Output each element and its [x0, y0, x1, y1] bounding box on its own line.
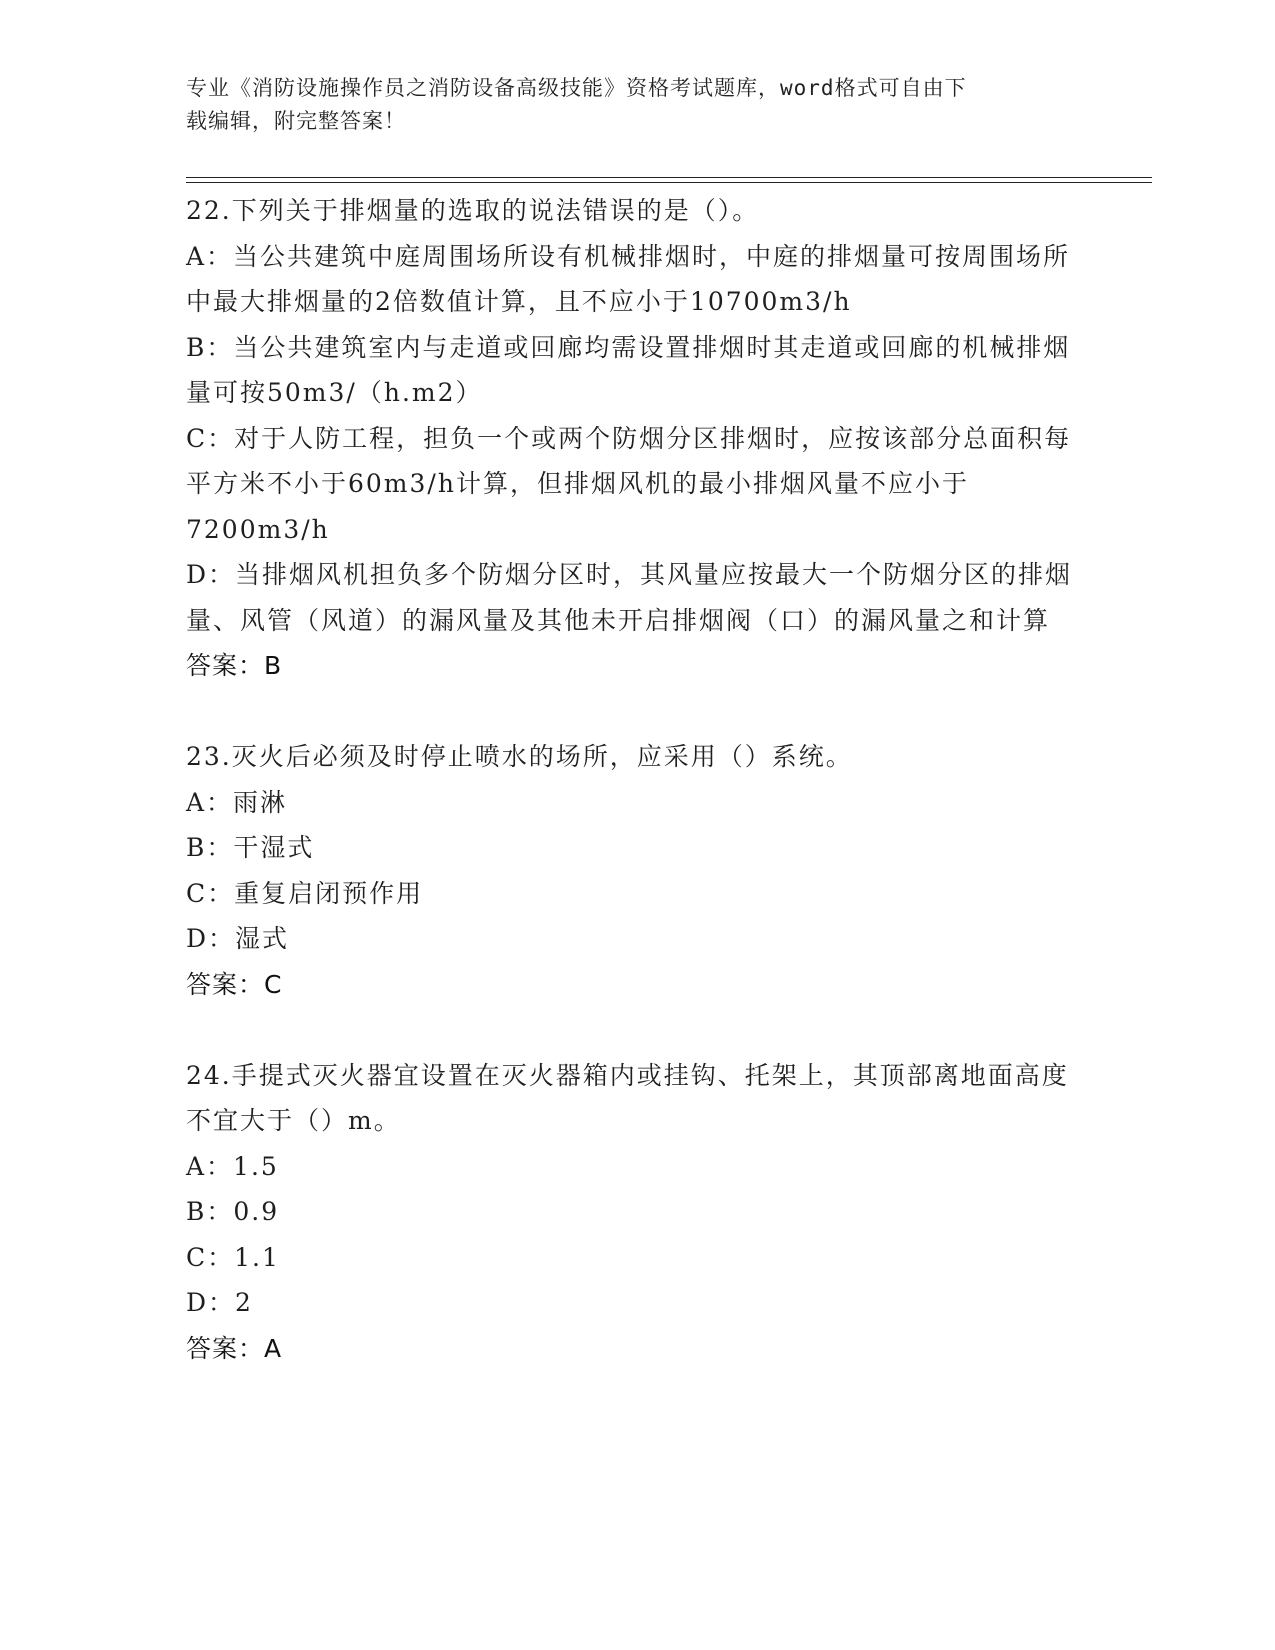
header-line-2: 载编辑，附完整答案！ — [186, 109, 406, 133]
option-d: D：当排烟风机担负多个防烟分区时，其风量应按最大一个防烟分区的排烟量、风管（风道）的漏风量及其他未开启排烟阀（口）的漏风量之和计算 — [186, 560, 1073, 635]
header-line-1: 专业《消防设施操作员之消防设备高级技能》资格考试题库，word格式可自由下 — [186, 76, 967, 100]
option-a: A：当公共建筑中庭周围场所设有机械排烟时，中庭的排烟量可按周围场所中最大排烟量的2倍数值计算，且不应小于10700m3/h — [186, 241, 1071, 316]
question-title: 24.手提式灭火器宜设置在灭火器箱内或挂钩、托架上，其顶部离地面高度不宜大于（）m。 — [186, 1060, 1069, 1135]
option-c: C：1.1 — [186, 1242, 280, 1272]
option-a: A：1.5 — [186, 1151, 279, 1181]
question-22 — [186, 188, 1086, 689]
option-b: B：当公共建筑室内与走道或回廊均需设置排烟时其走道或回廊的机械排烟量可按50m3/（h.m2） — [186, 332, 1071, 407]
option-b: B：0.9 — [186, 1197, 280, 1226]
option-a: A：雨淋 — [186, 787, 288, 817]
option-d: D：2 — [186, 1288, 253, 1317]
option-c: C：重复启闭预作用 — [186, 878, 424, 908]
option-b: B：干湿式 — [186, 833, 315, 862]
question-title: 23.灭火后必须及时停止喷水的场所，应采用（）系统。 — [186, 742, 853, 771]
question-list — [186, 188, 1086, 1371]
header-divider-top — [186, 177, 1152, 178]
question-23 — [186, 734, 1086, 1007]
answer-label: 答案：B — [186, 651, 283, 680]
question-24 — [186, 1053, 1086, 1372]
option-d: D：湿式 — [186, 924, 290, 953]
answer-label: 答案：C — [186, 969, 283, 999]
option-c: C：对于人防工程，担负一个或两个防烟分区排烟时，应按该部分总面积每平方米不小于60m3/h计算，但排烟风机的最小排烟风量不应小于7200m3/h — [186, 423, 1072, 544]
answer-label: 答案：A — [186, 1333, 283, 1363]
question-title: 22.下列关于排烟量的选取的说法错误的是（）。 — [186, 196, 760, 225]
header-divider-bottom — [186, 182, 1152, 183]
document-header — [186, 72, 1066, 138]
